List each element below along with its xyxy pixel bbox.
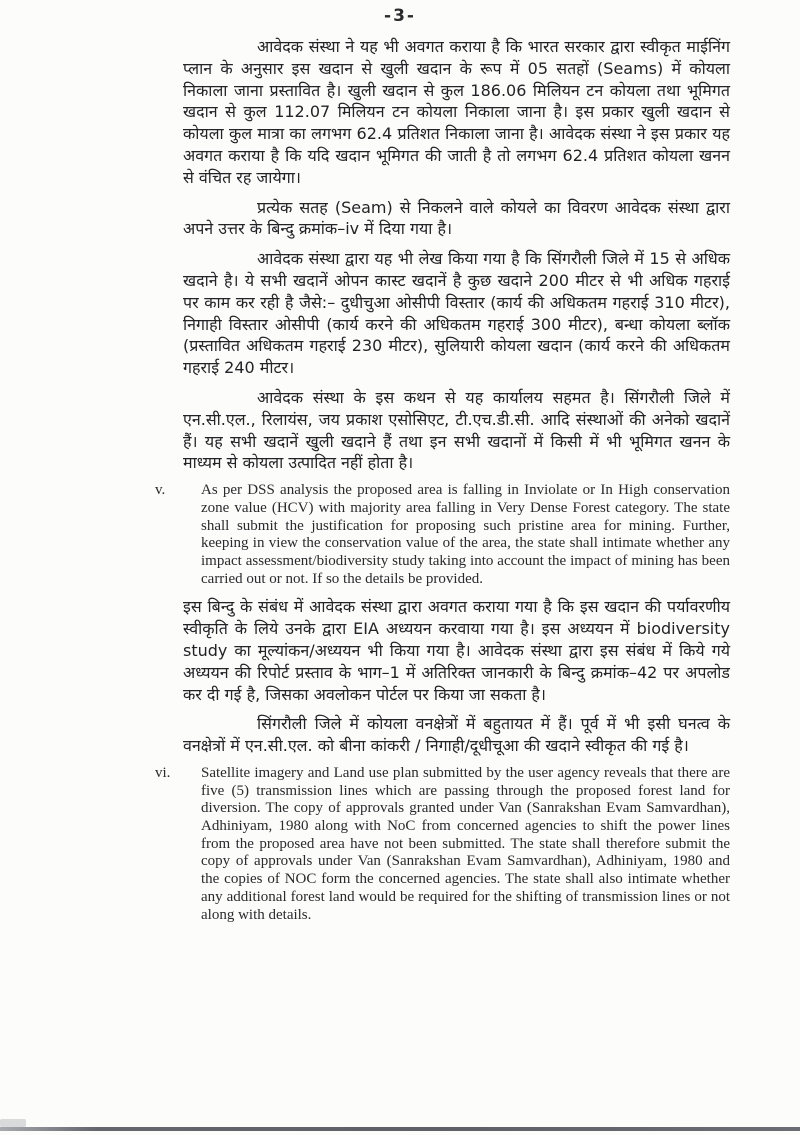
hindi-paragraph-mining-plan-seams: आवेदक संस्था ने यह भी अवगत कराया है कि भारत सरकार द्वारा स्वीकृत माईनिंग प्लान के अनुसार इस खदान से खुली खदान के रूप में 05 सतहों (Seams) में कोयला निकाला जाना प्रस्तावित है। खुली खदान से कुल 186.06 मिलियन टन कोयला तथा भूमिगत खदान से कुल 112.07 मिलियन टन कोयला निकाला जाना है। इस प्रकार खुली खदान से कोयला कुल मात्रा का लगभग 62.4 प्रतिशत निकाला जाना है। आवेदक संस्था ने इस प्रकार यह अवगत कराया है कि यदि खदान भूमिगत की जाती है तो लगभग 62.4 प्रतिशत कोयला खनन से वंचित रह जायेगा।: [183, 37, 730, 187]
hindi-paragraph-forest-density-prior-approvals: सिंगरौली जिले में कोयला वनक्षेत्रों में बहुतायत में हैं। पूर्व में भी इसी घनत्व के वनक्षेत्रों में एन.सी.एल. को बीना कांकरी / निगाही/दूधीचूआ की खदाने स्वीकृत की गई है।: [183, 714, 730, 756]
list-item-v-text: As per DSS analysis the proposed area is falling in Inviolate or In High conservation zone value (HCV) with majority area falling in Very Dense Forest category. The state shall submit the justification for proposing such pristine area for mining. Further, keeping in view the conservation value of the area, the state shall intimate whether any impact assessment/biodiversity study taking into account the impact of mining has been carried out or not. If so the details be provided.: [201, 482, 730, 587]
hindi-paragraph-eia-biodiversity-response: इस बिन्दु के संबंध में आवेदक संस्था द्वारा अवगत कराया गया है कि इस खदान की पर्यावरणीय स्वीकृति के लिये उनके द्वारा EIA अध्ययन करवाया गया है। इस अध्ययन में biodiversity study का मूल्यांकन/अध्ययन भी किया गया है। आवेदक संस्था द्वारा इस संबंध में किये गये अध्ययन की रिपोर्ट प्रस्ताव के भाग–1 में अतिरिक्त जानकारी के बिन्दु क्रमांक–42 पर अपलोड कर दी गई है, जिसका अवलोकन पोर्टल पर किया जा सकता है।: [183, 597, 730, 704]
list-item-vi-text: Satellite imagery and Land use plan submitted by the user agency reveals that there are five (5) transmission lines which are passing through the proposed forest land for diversion. The copy of approvals granted under Van (Sanrakshan Evam Samvardhan), Adhiniyam, 1980 along with NoC from concerned agencies to shift the power lines from the proposed area have not been submitted. The state shall therefore submit the copy of approvals under Van (Sanrakshan Evam Samvardhan), Adhiniyam, 1980 and the copies of NOC form the concerned agencies. The state shall also intimate whether any additional forest land would be required for the shifting of transmission lines or not along with details.: [201, 764, 730, 923]
list-item-v-marker: v.: [155, 482, 166, 499]
scan-artifact-smudge: [0, 1119, 26, 1127]
hindi-paragraph-seam-details: प्रत्येक सतह (Seam) से निकलने वाले कोयले का विवरण आवेदक संस्था द्वारा अपने उत्तर के बिन्दु क्रमांक–iv में दिया गया है।: [183, 197, 730, 239]
list-item-vi-marker: vi.: [155, 764, 171, 781]
list-item-v: [155, 482, 730, 588]
scan-edge-bottom: [0, 1127, 800, 1131]
list-item-vi: [155, 764, 730, 924]
hindi-paragraph-office-agreement: आवेदक संस्था के इस कथन से यह कार्यालय सहमत है। सिंगरौली जिले में एन.सी.एल., रिलायंस, जय प्रकाश एसोसिएट, टी.एच.डी.सी. आदि संस्थाओं की अनेको खदानें हैं। यह सभी खदानें खुली खदाने हैं तथा इन सभी खदानों में किसी में भी भूमिगत खनन के माध्यम से कोयला उत्पादित नहीं होता है।: [183, 387, 730, 473]
page-number: -3-: [384, 6, 416, 26]
document-body: [155, 36, 730, 932]
hindi-paragraph-singrauli-mines-depths: आवेदक संस्था द्वारा यह भी लेख किया गया है कि सिंगरौली जिले में 15 से अधिक खदाने है। ये सभी खदानें ओपन कास्ट खदानें है कुछ खदाने 200 मीटर से भी अधिक गहराई पर काम कर रही है जैसे:– दुधीचुआ ओसीपी विस्तार (कार्य की अधिकतम गहराई 310 मीटर), निगाही विस्तार ओसीपी (कार्य करने की अधिकतम गहराई 300 मीटर), बन्धा कोयला ब्लॉक (प्रस्तावित अधिकतम गहराई 230 मीटर), सुलियारी कोयला खदान (कार्य करने की अधिकतम गहराई 240 मीटर।: [183, 249, 730, 378]
